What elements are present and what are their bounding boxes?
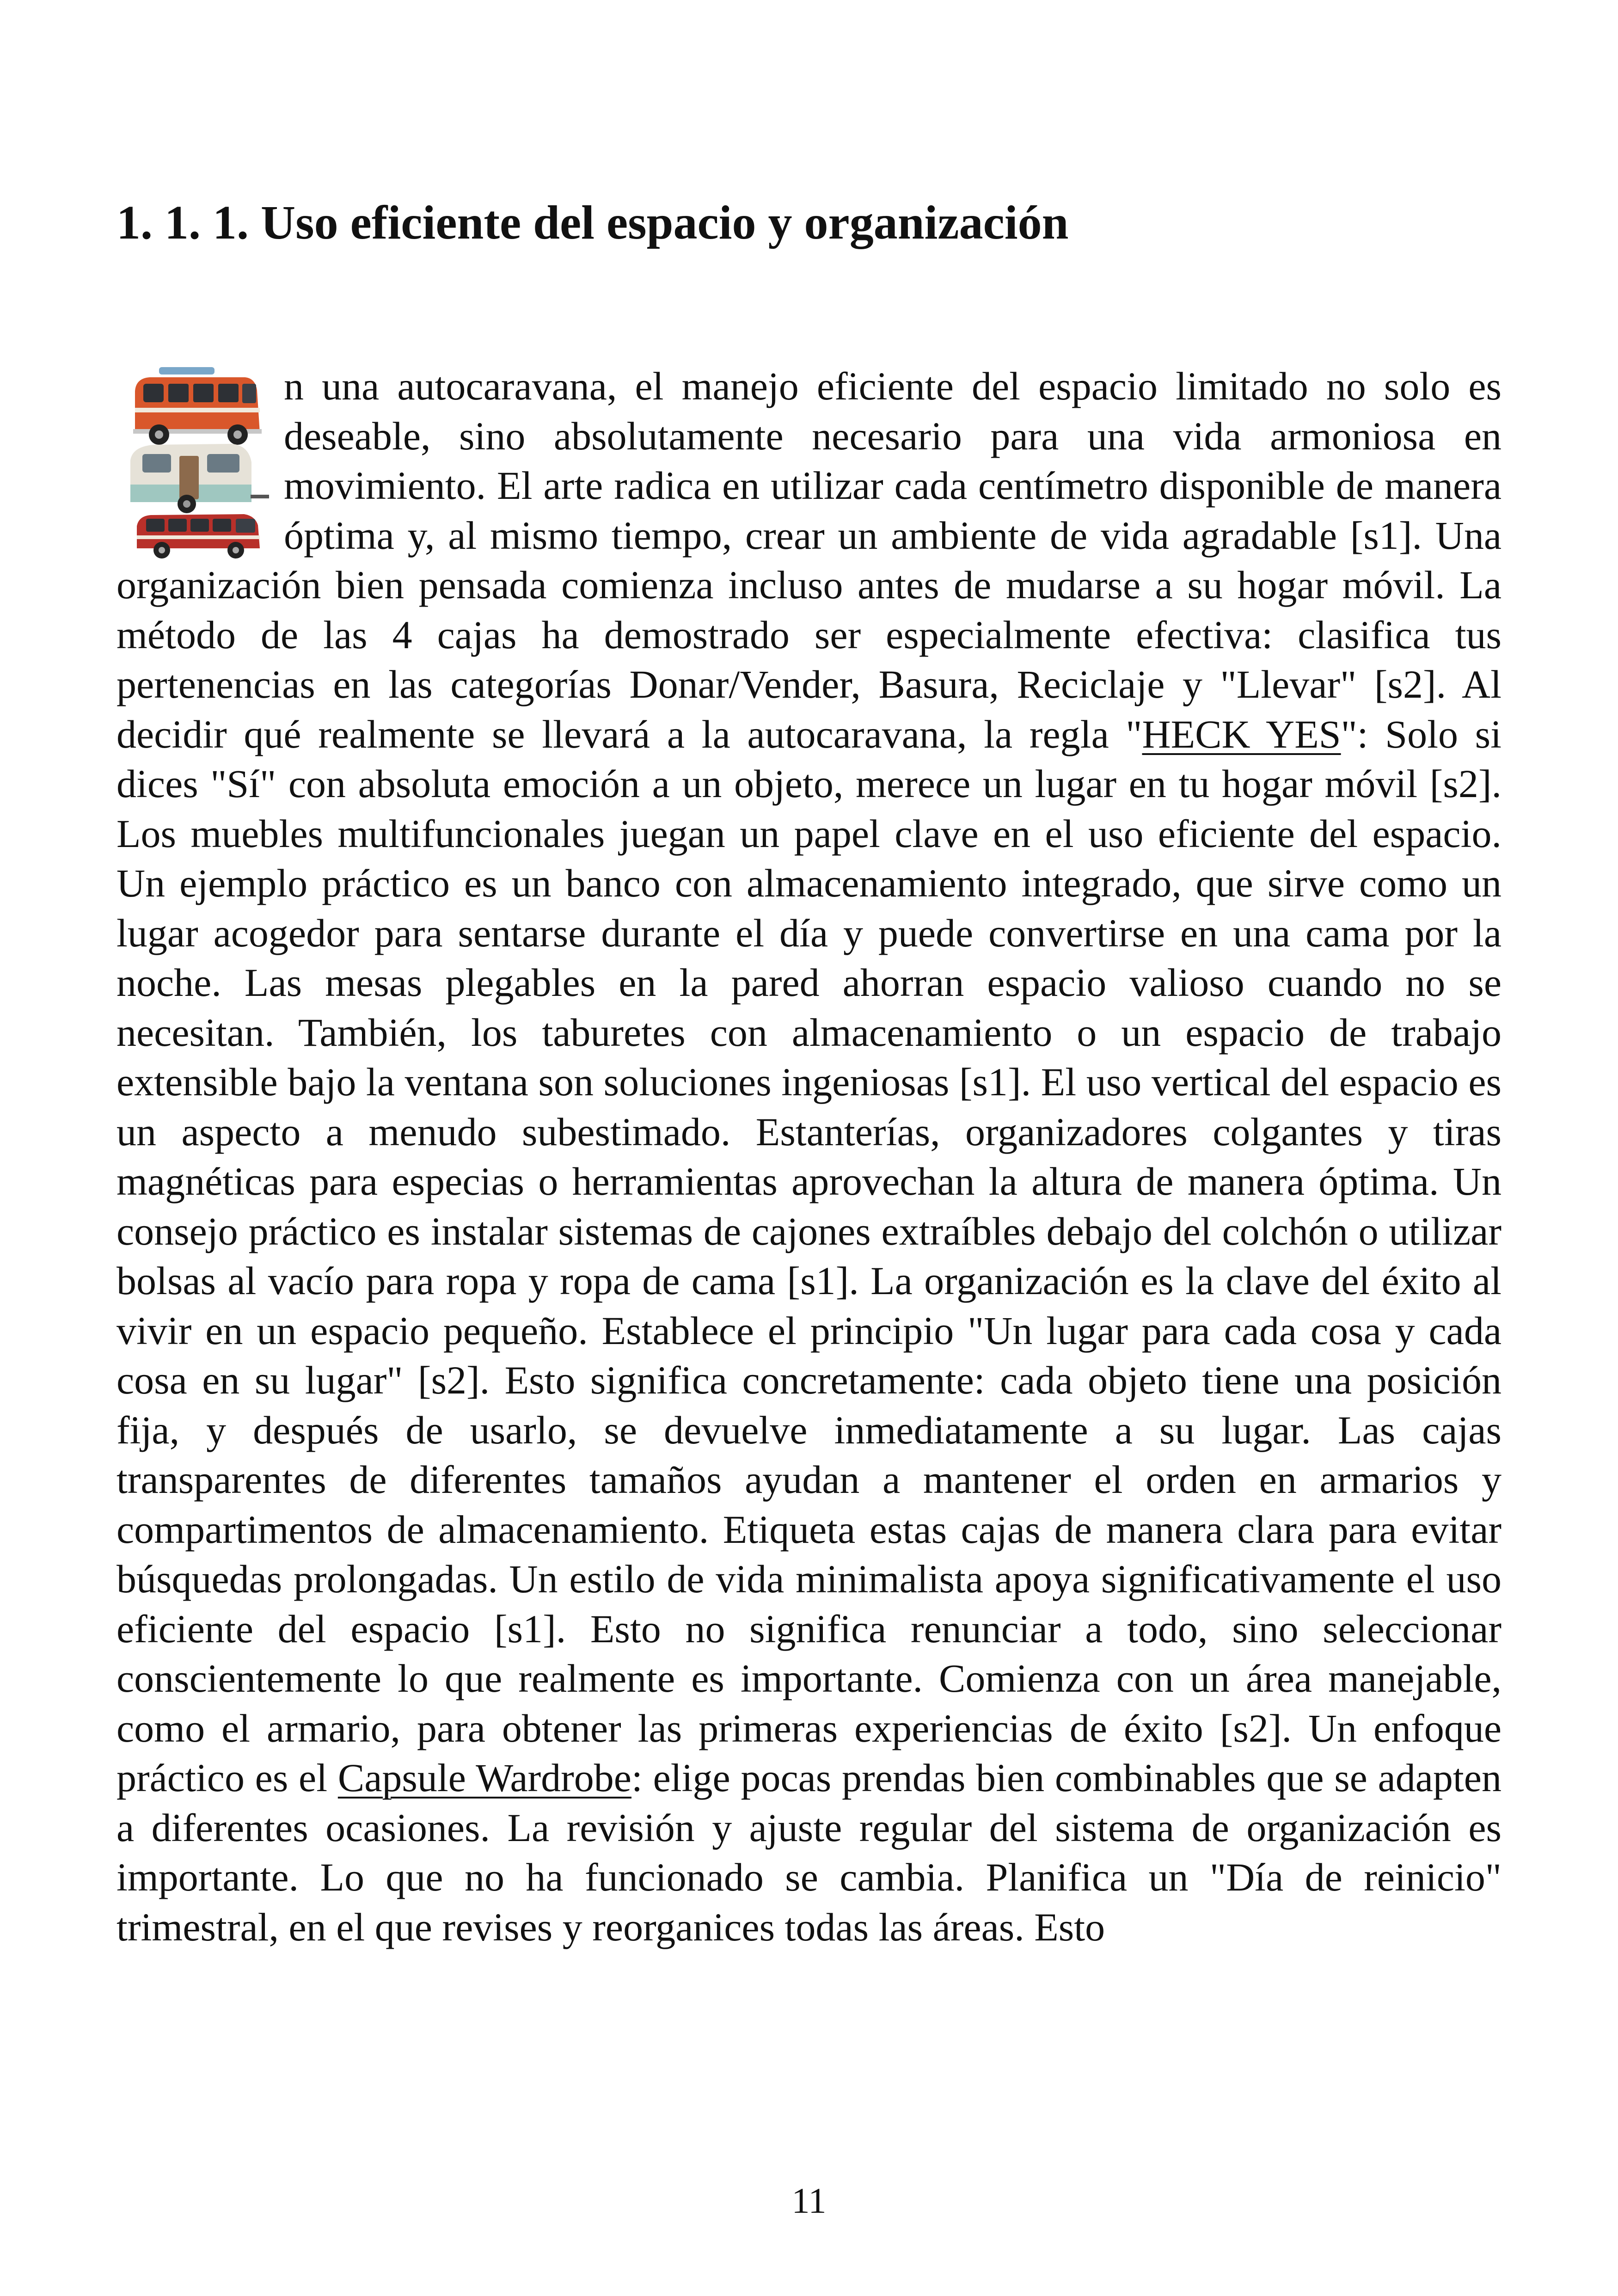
section-title: Uso eficiente del espacio y organización <box>261 196 1069 249</box>
heck-yes-link[interactable]: HECK YES <box>1142 712 1341 756</box>
capsule-wardrobe-link[interactable]: Capsule Wardrobe <box>337 1756 631 1800</box>
vintage-caravan-icon <box>130 444 269 513</box>
paragraph-text-part-2: ": Solo si dices "Sí" con absoluta emoción a un objeto, merece un lugar en tu hogar móvil [s2]. Los muebles multifuncionales juegan un papel clave en el uso eficiente del espacio. Un ejemplo práctico es un banco con almacenamiento integrado, que sirve como un lugar acogedor para sentarse durante el día y puede convertirse en una cama por la noche. Las mesas plegables en la pared ahorran espacio valioso cuando no se necesitan. También, los taburetes con almacenamiento o un espacio de trabajo extensible bajo la ventana son soluciones ingeniosas [s1]. El uso vertical del espacio es un aspecto a menudo subestimado. Estanterías, organizadores colgantes y tiras magnéticas para especias o herramientas aprovechan la altura de manera óptima. Un consejo práctico es instalar sistemas de cajones extraíbles debajo del colchón o utilizar bolsas al vacío para ropa y ropa de cama [s1]. La organización es la clave del éxito al vivir en un espacio pequeño. Establece el principio "Un lugar para cada cosa y cada cosa en su lugar" [s2]. Esto significa concretamente: cada objeto tiene una posición fija, y después de usarlo, se devuelve inmediatamente a su lugar. Las cajas transparentes de diferentes tamaños ayudan a mantener el orden en armarios y compartimentos de almacenamiento. Etiqueta estas cajas de manera clara para evitar búsquedas prolongadas. Un estilo de vida minimalista apoya significativamente el uso eficiente del espacio [s1]. Esto no significa renunciar a todo, sino seleccionar conscientemente lo que realmente es importante. Comienza con un área manejable, como el armario, para obtener las primeras experiencias de éxito [s2]. Un enfoque práctico es el <box>116 712 1502 1800</box>
paragraph-text-part-3: : elige pocas prendas bien combinables que se adapten a diferentes ocasiones. La revisión y ajuste regular del sistema de organización es importante. Lo que no ha funcionado se cambia. Planifica un "Día de reinicio" trimestral, en el que revises y reorganices todas las áreas. Esto <box>116 1756 1502 1949</box>
section-heading <box>116 194 1503 252</box>
page-number: 11 <box>791 2180 827 2221</box>
body-paragraph <box>116 362 1502 1952</box>
orange-campervan-icon <box>133 367 262 445</box>
paragraph-text-part-1: n una autocaravana, el manejo eficiente del espacio limitado no solo es deseable, sino absolutamente necesario para una vida armoniosa en movimiento. El arte radica en utilizar cada centímetro disponible de manera óptima y, al mismo tiempo, crear un ambiente de vida agradable [s1]. Una organización bien pensada comienza incluso antes de mudarse a su hogar móvil. La método de las 4 cajas ha demostrado ser especialmente efectiva: clasifica tus pertenencias en las categorías Donar/Vender, Basura, Reciclaje y "Llevar" [s2]. Al decidir qué realmente se llevará a la autocaravana, la regla " <box>116 364 1502 756</box>
section-number: 1. 1. 1. <box>116 196 249 249</box>
dropcap-e <box>116 363 270 559</box>
red-campervan-icon <box>137 514 260 559</box>
